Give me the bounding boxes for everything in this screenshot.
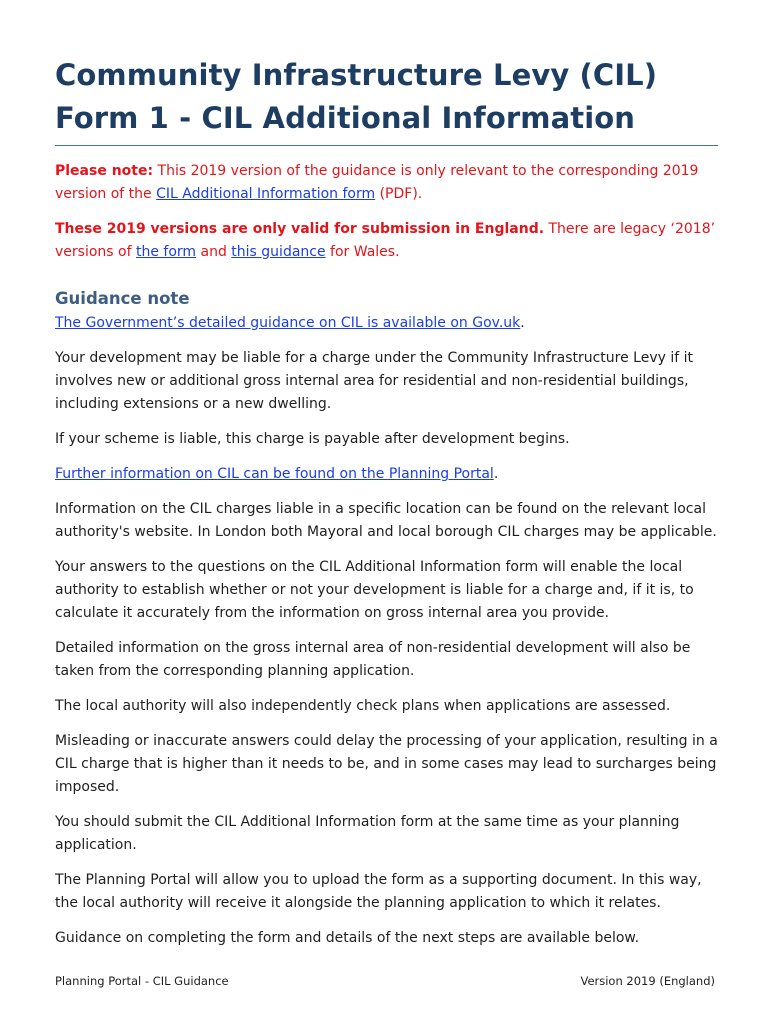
wales-guidance-link[interactable]: this guidance [231,244,326,260]
page-title [55,54,718,140]
england-note-text-b: and [196,244,232,260]
guidance-note-heading: Guidance note [55,289,190,308]
title-divider [55,145,718,146]
planning-portal-link[interactable]: Further information on CIL can be found on the Planning Portal [55,466,494,482]
cil-form-link[interactable]: CIL Additional Information form [156,186,376,202]
version-note-text-a: This 2019 version of the guidance is only relevant to the corresponding 2019 version of the [55,163,699,202]
paragraph-charges-location: Information on the CIL charges liable in a specific location can be found on the relevant local authority's website. In London both Mayoral and local borough CIL charges may be applicable. [55,501,717,540]
paragraph-payable: If your scheme is liable, this charge is payable after development begins. [55,431,570,447]
paragraph-submit-timing: You should submit the CIL Additional Information form at the same time as your planning application. [55,814,680,853]
paragraph-next-steps: Guidance on completing the form and details of the next steps are available below. [55,930,640,946]
portal-info-suffix: . [493,466,499,482]
paragraph-independent-check: The local authority will also independently check plans when applications are assessed. [55,698,671,714]
gov-guidance-paragraph [55,312,718,335]
page-title-line1: Community Infrastructure Levy (CIL) [55,58,658,92]
paragraph-misleading: Misleading or inaccurate answers could delay the processing of your application, resulting in a CIL charge that is higher than it needs to be, and in some cases may lead to surcharges being imposed. [55,733,718,795]
version-note [55,160,718,206]
gov-guidance-suffix: . [520,315,525,331]
version-note-text-b: (PDF). [375,186,423,202]
england-note [55,218,718,264]
paragraph-answers: Your answers to the questions on the CIL Additional Information form will enable the local authority to establish whether or not your development is liable for a charge and, if it is, to calculate it accurately from the information on gross internal area you provide. [55,559,694,621]
paragraph-liability: Your development may be liable for a charge under the Community Infrastructure Levy if it involves new or additional gross internal area for residential and non-residential buildings, including extensions or a new dwelling. [55,350,694,412]
gov-guidance-link[interactable]: The Government’s detailed guidance on CIL is available on Gov.uk [55,315,521,331]
england-note-text-a: There are legacy ‘2018’ versions of [55,221,716,260]
england-note-label: These 2019 versions are only valid for submission in England. [55,221,545,237]
footer-version: Version 2019 (England) [580,974,715,988]
page-title-line2: Form 1 - CIL Additional Information [55,101,636,135]
footer-document-name: Planning Portal - CIL Guidance [55,974,229,988]
paragraph-gross-area: Detailed information on the gross internal area of non-residential development will also be taken from the corresponding planning application. [55,640,691,679]
paragraph-upload: The Planning Portal will allow you to upload the form as a supporting document. In this way, the local authority will receive it alongside the planning application to which it relates. [55,872,702,911]
england-note-text-c: for Wales. [325,244,400,260]
wales-form-link[interactable]: the form [135,244,197,260]
version-note-label: Please note: [55,163,154,179]
document-page [55,54,718,950]
portal-info-paragraph [55,463,718,486]
